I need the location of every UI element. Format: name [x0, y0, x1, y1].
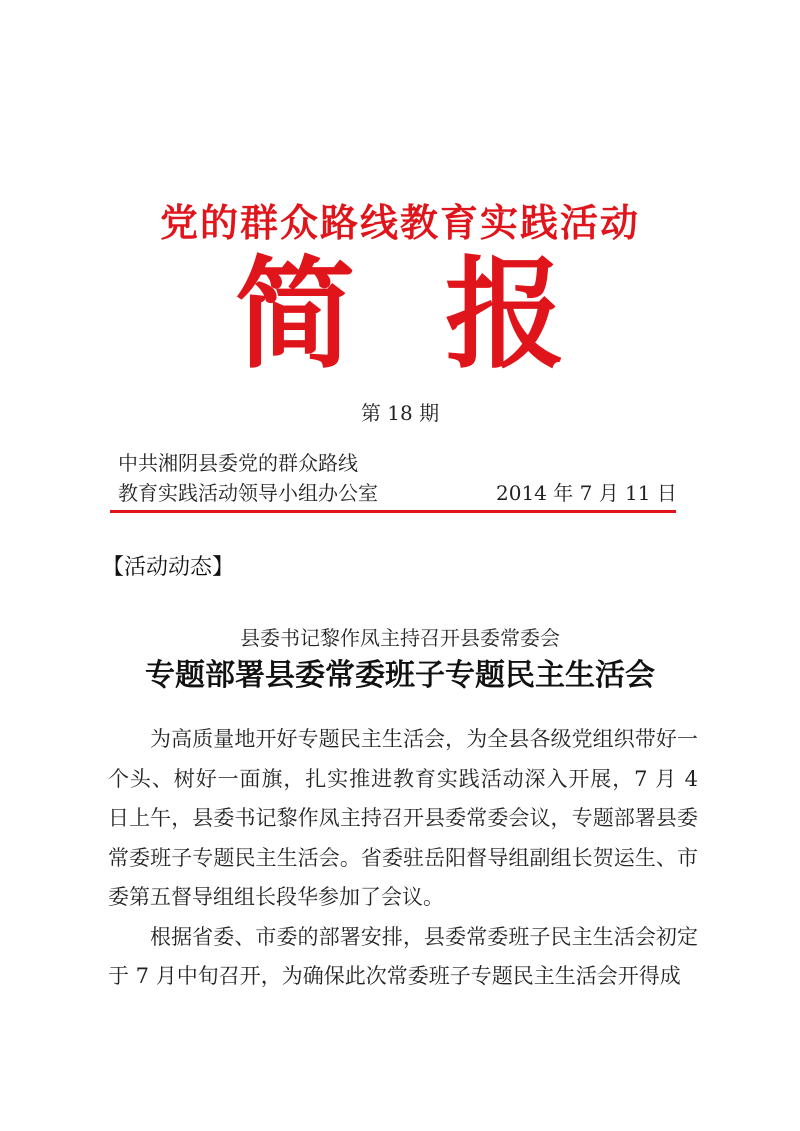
- section-tag: 【活动动态】: [102, 555, 235, 580]
- issuer-line-2: 教育实践活动领导小组办公室: [118, 481, 378, 505]
- bulletin-header-title: 党的群众路线教育实践活动: [159, 200, 640, 245]
- article-paragraph: 为高质量地开好专题民主生活会，为全县各级党组织带好一个头、树好一面旗，扎实推进教育实践活动深入开展，7 月 4 日上午，县委书记黎作凤主持召开县委常委会议，专题部署县委常委班子专题民主生活会。省委驻岳阳督导组副组长贺运生、市委第五督导组组长段华参加了会议。: [108, 727, 698, 909]
- article-body: [108, 720, 698, 997]
- bulletin-main-title: 简报: [235, 244, 655, 385]
- issue-date: 2014 年 7 月 11 日: [496, 481, 677, 505]
- article-paragraph: 根据省委、市委的部署安排，县委常委班子民主生活会初定于 7 月中旬召开，为确保此次常委班子专题民主生活会开得成: [108, 924, 698, 988]
- article-subtitle: 县委书记黎作凤主持召开县委常委会: [240, 626, 560, 650]
- article-title: 专题部署县委常委班子专题民主生活会: [145, 658, 655, 693]
- issuer-block: [118, 448, 378, 508]
- red-divider: [110, 510, 676, 513]
- issue-number: 第 18 期: [360, 401, 440, 425]
- issuer-line-1: 中共湘阴县委党的群众路线: [118, 451, 358, 475]
